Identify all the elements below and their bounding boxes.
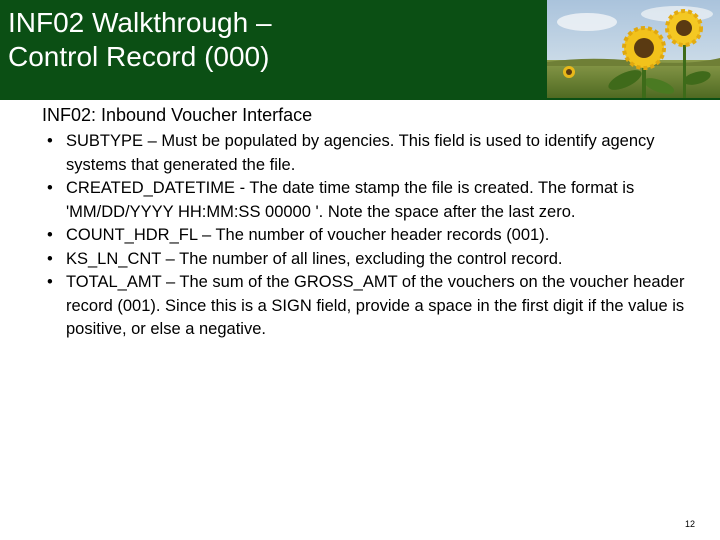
bullet-dot-icon: •	[47, 273, 53, 291]
bullet-dot-icon: •	[47, 132, 53, 150]
slide-subtitle: INF02: Inbound Voucher Interface	[42, 105, 313, 125]
bullet-text: CREATED_DATETIME - The date time stamp the file is created. The format is 'MM/DD/YYYY HH:MM:SS 00000 '. Note the space after the last zero.	[66, 179, 635, 221]
bullet-dot-icon: •	[47, 179, 53, 197]
bullet-item-subtype	[46, 130, 716, 177]
page-number: 12	[685, 519, 696, 529]
bullet-list	[46, 130, 716, 342]
title-bar	[0, 0, 720, 98]
bullet-item-total-amt	[46, 271, 716, 342]
bullet-dot-icon: •	[47, 249, 53, 268]
sunflower-photo-illustration	[547, 0, 720, 98]
slide-title-line-1: INF02 Walkthrough –	[8, 7, 272, 38]
slide-title	[8, 6, 528, 74]
bullet-text: SUBTYPE – Must be populated by agencies. This field is used to identify agency systems that generated the file.	[66, 132, 655, 174]
bullet-item-created-datetime	[46, 177, 716, 224]
sunflower-field-photo	[547, 0, 720, 98]
bullet-item-ks-ln-cnt	[46, 248, 716, 272]
bullet-text: KS_LN_CNT – The number of all lines, excluding the control record.	[66, 249, 563, 268]
bullet-text: COUNT_HDR_FL – The number of voucher header records (001).	[66, 226, 550, 244]
slide-title-line-2: Control Record (000)	[8, 41, 270, 72]
header-divider	[0, 98, 720, 100]
bullet-dot-icon: •	[47, 226, 53, 244]
bullet-text: TOTAL_AMT – The sum of the GROSS_AMT of the vouchers on the voucher header record (001). Since this is a SIGN field, provide a space in the first digit if the value is positive, or else a negative.	[66, 273, 685, 338]
bullet-item-count-hdr-fl	[46, 224, 716, 248]
